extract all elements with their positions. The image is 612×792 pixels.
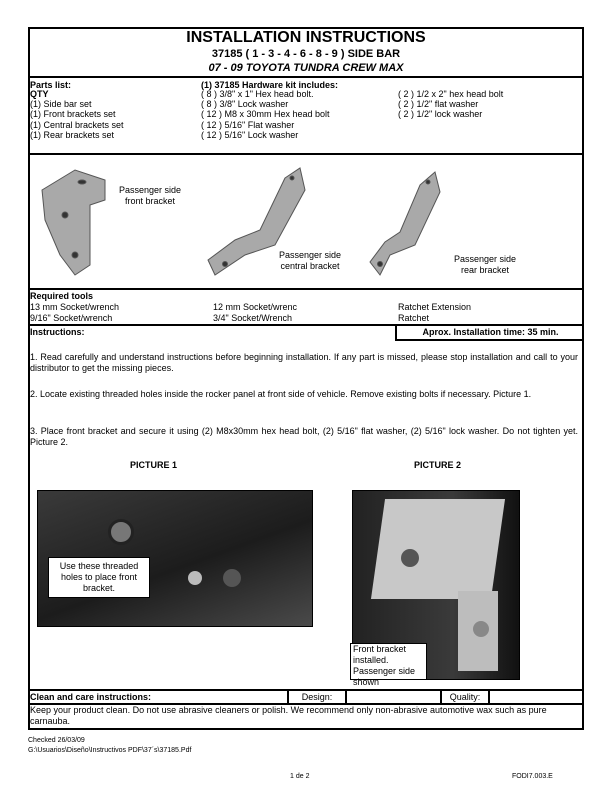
step-1: 1. Read carefully and understand instructions before beginning installation. If any part is missed, please stop installation and call to your distributor to get the missing pieces. [30, 352, 578, 373]
kit-item: ( 2 ) 1/2 x 2" hex head bolt [398, 89, 504, 99]
central-bracket-caption: Passenger side central bracket [278, 250, 342, 271]
tool-item: Ratchet [398, 313, 430, 323]
tool-item: 9/16" Socket/wrench [30, 313, 113, 323]
form-code: FODI7.003.E [512, 773, 553, 780]
rear-bracket-caption: Passenger side rear bracket [453, 254, 517, 275]
rear-bracket-image [370, 172, 440, 275]
checked-date: Checked 26/03/09 [28, 737, 85, 744]
design-field: Design: [287, 690, 347, 703]
tool-item: Ratchet Extension [398, 302, 472, 312]
care-label: Clean and care instructions: [30, 692, 152, 702]
vehicle: 07 - 09 TOYOTA TUNDRA CREW MAX [208, 62, 404, 74]
divider [28, 153, 584, 155]
tool-item: 12 mm Socket/wrenc [213, 302, 298, 312]
kit-item: ( 12 ) 5/16" Flat washer [201, 120, 295, 130]
qty-label: QTY [30, 89, 49, 99]
page-number: 1 de 2 [290, 773, 310, 780]
divider [28, 76, 584, 78]
picture-1-title: PICTURE 1 [130, 460, 178, 470]
picture-1-callout: Use these threaded holes to place front bracket. [48, 557, 150, 598]
kit-item: ( 12 ) 5/16" Lock washer [201, 130, 299, 140]
divider [28, 288, 584, 290]
tool-item: 3/4" Socket/Wrench [213, 313, 293, 323]
tools-label: Required tools [30, 291, 94, 301]
picture-2-title: PICTURE 2 [414, 460, 462, 470]
kit-item: ( 8 ) 3/8" x 1" Hex head bolt. [201, 89, 314, 99]
part-item: (1) Central brackets set [30, 120, 124, 130]
care-text: Keep your product clean. Do not use abrasive cleaners or polish. We recommend only non-abrasive automotive wax such as pure carnauba. [30, 705, 547, 726]
tool-item: 13 mm Socket/wrench [30, 302, 120, 312]
part-item: (1) Side bar set [30, 99, 92, 109]
divider [395, 339, 584, 341]
parts-label: Parts list: [30, 80, 72, 90]
kit-label: (1) 37185 Hardware kit includes: [201, 80, 339, 90]
kit-item: ( 8 ) 3/8" Lock washer [201, 99, 289, 109]
front-bracket-image [42, 170, 105, 275]
title: INSTALLATION INSTRUCTIONS [186, 29, 426, 46]
quality-field: Quality: [440, 690, 490, 703]
installation-time: Aprox. Installation time: 35 min. [395, 325, 584, 339]
step-3: 3. Place front bracket and secure it using (2) M8x30mm hex head bolt, (2) 5/16" flat washer, (2) 5/16" lock washer. Do not tighten yet. Picture 2. [30, 426, 578, 446]
kit-item: ( 2 ) 1/2" lock washer [398, 109, 483, 119]
picture-2-callout: Front bracket installed. Passenger side shown [350, 643, 427, 680]
file-path: G:\Usuarios\Diseño\Instructivos PDF\37´s\37185.Pdf [28, 747, 192, 754]
instructions-label: Instructions: [30, 327, 85, 337]
kit-item: ( 2 ) 1/2" flat washer [398, 99, 479, 109]
subtitle: 37185 ( 1 - 3 - 4 - 6 - 8 - 9 ) SIDE BAR [211, 48, 401, 60]
step-2: 2. Locate existing threaded holes inside the rocker panel at front side of vehicle. Remove existing bolts if necessary. Picture 1. [30, 389, 532, 399]
part-item: (1) Front brackets set [30, 109, 116, 119]
part-item: (1) Rear brackets set [30, 130, 115, 140]
kit-item: ( 12 ) M8 x 30mm Hex head bolt [201, 109, 330, 119]
front-bracket-caption: Passenger side front bracket [118, 185, 182, 206]
